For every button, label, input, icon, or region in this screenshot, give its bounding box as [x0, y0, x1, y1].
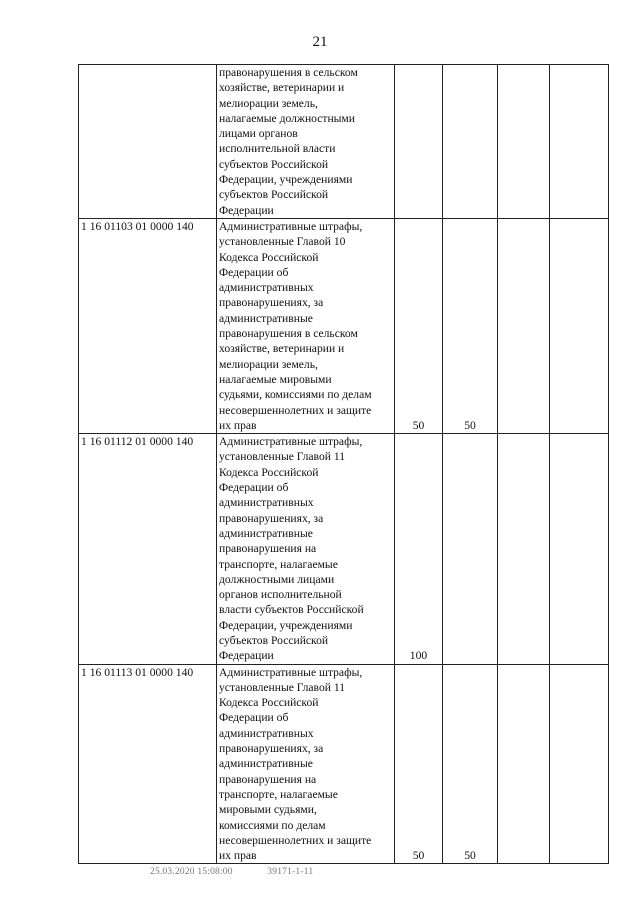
description-line: Административные штрафы, — [219, 219, 363, 233]
description-line: их прав — [219, 849, 257, 863]
amount-cell: 100 — [395, 434, 443, 664]
revenue-description-cell — [217, 65, 395, 219]
description-line: правонарушениях, за — [219, 296, 324, 310]
description-line: налагаемые мировыми — [219, 372, 332, 386]
revenue-description-cell — [217, 434, 395, 664]
amount-cell — [498, 218, 550, 433]
description-line: Федерации — [219, 649, 274, 663]
description-line: административные — [219, 526, 313, 540]
amount-cell: 50 — [443, 218, 498, 433]
description-line: правонарушениях, за — [219, 742, 324, 756]
amount-cell: 50 — [443, 664, 498, 864]
revenue-code-cell: 1 16 01113 01 0000 140 — [79, 664, 217, 864]
description-line: субъектов Российской — [219, 157, 329, 171]
table-row — [79, 65, 609, 219]
document-footer — [150, 867, 345, 877]
amount-cell — [443, 434, 498, 664]
description-line: Административные штрафы, — [219, 435, 363, 449]
description-line: субъектов Российской — [219, 188, 329, 202]
description-line: лицами органов — [219, 127, 298, 141]
amount-cell — [550, 664, 609, 864]
footer-timestamp: 25.03.2020 15:08:00 — [150, 867, 233, 877]
description-line: должностными лицами — [219, 572, 335, 586]
description-line: установленные Главой 11 — [219, 450, 346, 464]
description-line: их прав — [219, 418, 257, 432]
description-line: судьями, комиссиями по делам — [219, 388, 372, 402]
description-line: транспорте, налагаемые — [219, 787, 338, 801]
table-body — [79, 65, 609, 864]
description-line: установленные Главой 10 — [219, 235, 346, 249]
description-line: органов исполнительной — [219, 588, 342, 602]
description-line: хозяйстве, ветеринарии и — [219, 81, 345, 95]
amount-cell — [395, 65, 443, 219]
description-line: несовершеннолетних и защите — [219, 403, 372, 417]
description-line: административные — [219, 311, 313, 325]
description-line: несовершеннолетних и защите — [219, 833, 372, 847]
revenue-code-cell: 1 16 01103 01 0000 140 — [79, 218, 217, 433]
amount-cell: 50 — [395, 218, 443, 433]
amount-cell — [550, 65, 609, 219]
amount-cell — [498, 664, 550, 864]
description-line: Кодекса Российской — [219, 250, 319, 264]
revenue-code-cell — [79, 65, 217, 219]
description-line: административных — [219, 496, 314, 510]
description-line: налагаемые должностными — [219, 111, 355, 125]
table-row — [79, 434, 609, 664]
description-line: Федерации об — [219, 481, 289, 495]
description-line: субъектов Российской — [219, 633, 329, 647]
amount-cell: 50 — [395, 664, 443, 864]
amount-cell — [498, 434, 550, 664]
description-line: Федерации, учреждениями — [219, 618, 353, 632]
budget-revenue-table — [78, 64, 609, 864]
description-line: Федерации — [219, 203, 274, 217]
description-line: Федерации об — [219, 711, 289, 725]
description-line: Кодекса Российской — [219, 696, 319, 710]
description-line: Федерации, учреждениями — [219, 173, 353, 187]
description-line: установленные Главой 11 — [219, 680, 346, 694]
description-line: Административные штрафы, — [219, 665, 363, 679]
table-row — [79, 664, 609, 864]
description-line: правонарушения в сельском — [219, 327, 358, 341]
amount-cell — [498, 65, 550, 219]
revenue-description-cell — [217, 664, 395, 864]
page-number: 21 — [312, 34, 328, 50]
description-line: мелиорации земель, — [219, 357, 318, 371]
description-line: транспорте, налагаемые — [219, 557, 338, 571]
description-line: Федерации об — [219, 265, 289, 279]
revenue-description-cell — [217, 218, 395, 433]
amount-cell — [550, 434, 609, 664]
description-line: административных — [219, 281, 314, 295]
description-line: административные — [219, 757, 313, 771]
description-line: власти субъектов Российской — [219, 603, 364, 617]
description-line: хозяйстве, ветеринарии и — [219, 342, 345, 356]
footer-document-id: 39171-1-11 — [267, 867, 314, 877]
description-line: мировыми судьями, — [219, 803, 317, 817]
amount-cell — [443, 65, 498, 219]
description-line: правонарушения в сельском — [219, 66, 358, 79]
revenue-code-cell: 1 16 01112 01 0000 140 — [79, 434, 217, 664]
description-line: правонарушения на — [219, 772, 317, 786]
description-line: мелиорации земель, — [219, 96, 318, 110]
description-line: правонарушения на — [219, 542, 317, 556]
description-line: правонарушениях, за — [219, 511, 324, 525]
description-line: исполнительной власти — [219, 142, 336, 156]
description-line: комиссиями по делам — [219, 818, 326, 832]
amount-cell — [550, 218, 609, 433]
description-line: Кодекса Российской — [219, 465, 319, 479]
description-line: административных — [219, 726, 314, 740]
table-row — [79, 218, 609, 433]
